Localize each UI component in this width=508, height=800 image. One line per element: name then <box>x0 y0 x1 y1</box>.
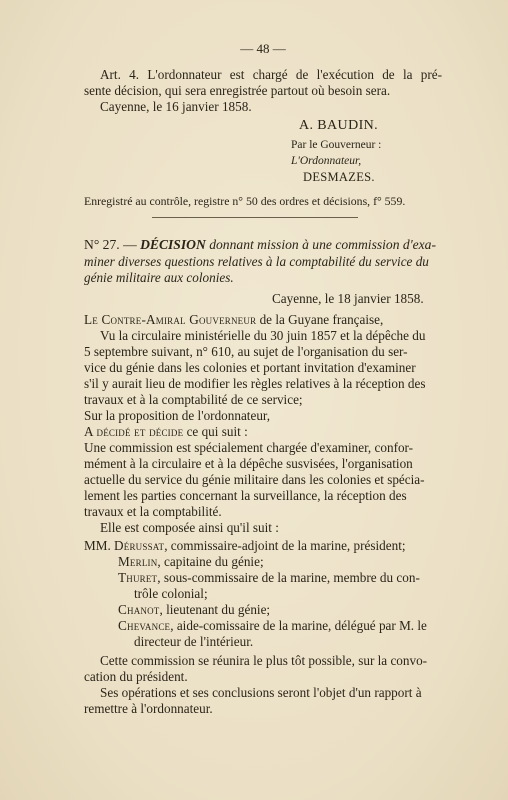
member-2-role: , capitaine du génie; <box>157 554 264 569</box>
signature-par-le-gouverneur: Par le Gouverneur : <box>291 139 382 151</box>
a-decide-line <box>84 424 248 440</box>
decision-heading-line-3: génie militaire aux colonies. <box>84 270 234 285</box>
meeting-line-2: cation du président. <box>84 669 188 684</box>
commission-line-4: lement les parties concernant la surveillance, la réception des <box>84 488 407 503</box>
decision-heading-line-2: miner diverses questions relatives à la comptabilité du service du <box>84 254 429 269</box>
commission-line-5: travaux et la comptabilité. <box>84 504 222 519</box>
art4-place-date: Cayenne, le 16 janvier 1858. <box>100 99 252 114</box>
member-2-name: Merlin <box>118 554 158 569</box>
member-3-role: , sous-commissaire de la marine, membre du con- <box>157 570 420 585</box>
vu-line-3: vice du génie dans les colonies et portant invitation d'examiner <box>84 360 416 375</box>
registration-line: Enregistré au contrôle, registre n° 50 des ordres et décisions, f° 559. <box>84 194 406 208</box>
art4-line-1: Art. 4. L'ordonnateur est chargé de l'exécution de la pré- <box>100 67 442 82</box>
decision-heading-word: DÉCISION <box>140 237 206 252</box>
member-3-name: Thuret <box>118 570 158 585</box>
composition-line: Elle est composée ainsi qu'il suit : <box>100 520 279 535</box>
commission-line-2: mément à la circulaire et à la dépêche susvisées, l'organisation <box>84 456 413 471</box>
decision-heading-rest: donnant mission à une commission d'exa- <box>209 237 437 252</box>
member-1-role: , commissaire-adjoint de la marine, président; <box>164 538 406 553</box>
commission-line-3: actuelle du service du génie militaire dans les colonies et spécia- <box>84 472 425 487</box>
vu-line-4: s'il y aurait lieu de modifier les règles relatives à la réception des <box>84 376 426 391</box>
section-divider <box>152 217 358 218</box>
a-decide-title: A décidé et décide <box>84 424 184 439</box>
vu-line-5: travaux et à la comptabilité de ce service; <box>84 392 303 407</box>
signature-role: L'Ordonnateur, <box>291 155 362 167</box>
member-line-2 <box>118 554 264 570</box>
member-line-3 <box>118 570 420 586</box>
member-5-role: , aide-comissaire de la marine, délégué par M. le <box>170 618 427 633</box>
member-3-continuation: trôle colonial; <box>134 586 208 601</box>
member-line-4 <box>118 602 270 618</box>
report-line-2: remettre à l'ordonnateur. <box>84 701 213 716</box>
decision-heading-line-1 <box>84 237 436 253</box>
art4-line-2: sente décision, qui sera enregistrée partout où besoin sera. <box>84 83 391 98</box>
report-line-1: Ses opérations et ses conclusions seront l'objet d'un rapport à <box>100 685 422 700</box>
signature-name: A. BAUDIN. <box>299 118 379 133</box>
member-4-role: , lieutenant du génie; <box>159 602 271 617</box>
commission-line-1: Une commission est spécialement chargée d'examiner, confor- <box>84 440 414 455</box>
a-decide-rest: ce qui suit : <box>186 424 248 439</box>
intro-title: Le Contre-Amiral Gouverneur <box>84 312 257 327</box>
page-number: — 48 — <box>240 41 286 56</box>
sur-proposition-line: Sur la proposition de l'ordonnateur, <box>84 408 271 423</box>
decision-place-date: Cayenne, le 18 janvier 1858. <box>272 291 424 306</box>
decision-number: N° 27. <box>84 237 120 252</box>
vu-line-1: Vu la circulaire ministérielle du 30 juin 1857 et la dépêche du <box>100 328 426 343</box>
member-4-name: Chanot <box>118 602 160 617</box>
member-5-name: Chevance <box>118 618 171 633</box>
vu-line-2: 5 septembre suivant, n° 610, au sujet de l'organisation du ser- <box>84 344 408 359</box>
members-prefix: MM. <box>84 538 111 553</box>
member-line-5 <box>118 618 427 634</box>
intro-rest: de la Guyane française, <box>259 312 384 327</box>
decision-dash: — <box>123 237 137 252</box>
member-line-1 <box>84 538 406 554</box>
intro-line <box>84 312 383 328</box>
signature-signer: DESMAZES. <box>303 170 375 184</box>
member-1-name: Dérussat <box>114 538 165 553</box>
member-5-continuation: directeur de l'intérieur. <box>134 634 254 649</box>
meeting-line-1: Cette commission se réunira le plus tôt possible, sur la convo- <box>100 653 428 668</box>
